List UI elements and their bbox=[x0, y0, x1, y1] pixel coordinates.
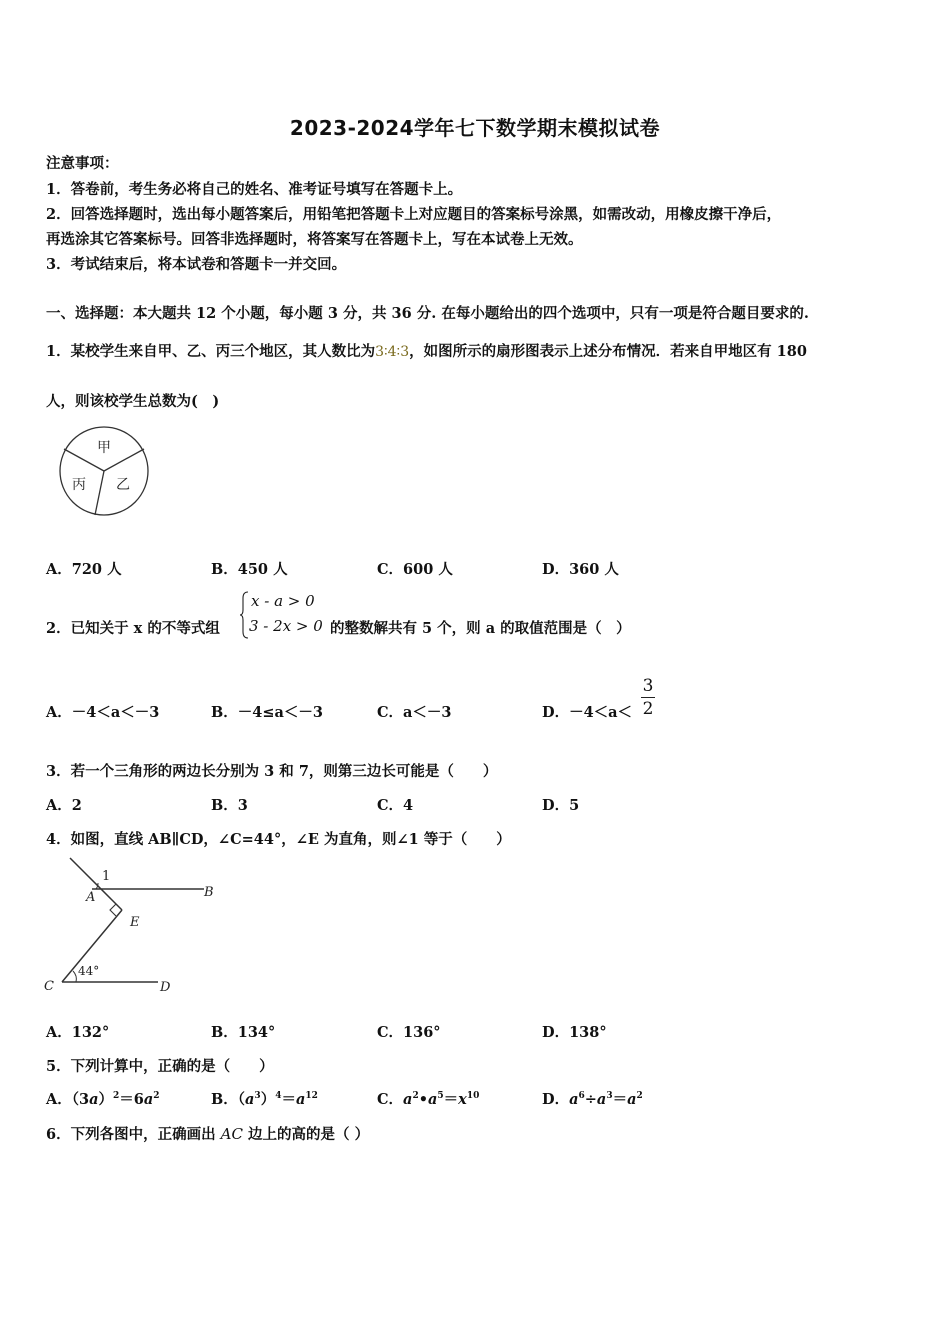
q1-ratio: 3∶4∶3 bbox=[375, 344, 410, 360]
inequality-2: 3 - 2x > 0 bbox=[249, 617, 323, 635]
notice-line-2b: 再选涂其它答案标号。回答非选择题时，将答案写在答题卡上，写在本试卷上无效。 bbox=[46, 231, 583, 248]
q1-text-a: 1．某校学生来自甲、乙、丙三个地区，其人数比为 bbox=[46, 343, 376, 360]
line-through-a bbox=[70, 858, 122, 910]
q1-option-b: B．450 人 bbox=[211, 561, 288, 578]
notice-line-2a: 2．回答选择题时，选出每小题答案后，用铅笔把答题卡上对应题目的答案标号涂黑，如需改动，用橡皮擦干净后， bbox=[46, 206, 782, 223]
q2-option-b: B．－4≤a＜－3 bbox=[211, 704, 323, 721]
angle-c-arc bbox=[73, 971, 76, 982]
label-44-degrees: 44° bbox=[78, 964, 100, 978]
question-4-text: 4．如图，直线 AB∥CD，∠C=44°，∠E 为直角，则∠1 等于（ ） bbox=[46, 831, 511, 848]
q5-option-a: A．$(3a)^2=6a^2$ bbox=[46, 1091, 160, 1108]
notice-heading: 注意事项： bbox=[46, 155, 119, 172]
pie-divider-3 bbox=[95, 471, 104, 515]
q4-option-d: D．138° bbox=[542, 1024, 607, 1041]
q6-text-a: 6．下列各图中，正确画出 bbox=[46, 1126, 216, 1143]
label-b: B bbox=[204, 885, 214, 900]
label-a: A bbox=[86, 890, 96, 905]
q4-option-c: C．136° bbox=[377, 1024, 441, 1041]
pie-label-bing: 丙 bbox=[72, 477, 86, 493]
question-5-text: 5．下列计算中，正确的是（ ） bbox=[46, 1058, 274, 1075]
q6-ac: AC bbox=[220, 1125, 243, 1143]
q1-option-c: C．600 人 bbox=[377, 561, 453, 578]
q3-option-a: A．2 bbox=[46, 797, 82, 814]
q5-option-d: D．$a^6\div a^3=a^2$ bbox=[542, 1091, 643, 1108]
fraction-bar bbox=[641, 697, 655, 698]
inequality-system bbox=[240, 590, 330, 640]
label-e: E bbox=[130, 915, 140, 930]
label-d: D bbox=[160, 980, 171, 995]
notice-line-3: 3．考试结束后，将本试卷和答题卡一并交回。 bbox=[46, 256, 347, 273]
page-title: 2023-2024学年七下数学期末模拟试卷 bbox=[289, 116, 661, 140]
question-6-text bbox=[46, 1123, 369, 1144]
q4-option-b: B．134° bbox=[211, 1024, 276, 1041]
question-2-text-b: 的整数解共有 5 个，则 a 的取值范围是（ ） bbox=[330, 620, 631, 637]
section-1-heading: 一、选择题：本大题共 12 个小题，每小题 3 分，共 36 分. 在每小题给出的四个选项中，只有一项是符合题目要求的. bbox=[46, 305, 809, 322]
pie-chart-figure bbox=[54, 424, 154, 518]
fraction-denominator: 2 bbox=[642, 699, 654, 719]
question-1-line-2: 人，则该校学生总数为( ) bbox=[46, 393, 220, 410]
q3-option-d: D．5 bbox=[542, 797, 580, 814]
q5-option-b: B．$(a^3)^4=a^{12}$ bbox=[211, 1091, 318, 1108]
parallel-lines-figure bbox=[40, 854, 230, 999]
right-angle-mark bbox=[110, 904, 116, 916]
q3-option-c: C．4 bbox=[377, 797, 414, 814]
q2-option-c: C．a＜－3 bbox=[377, 704, 452, 721]
q2-option-d: D．－4＜a＜ bbox=[542, 704, 633, 721]
q1-option-d: D．360 人 bbox=[542, 561, 619, 578]
pie-label-yi: 乙 bbox=[116, 477, 130, 493]
question-3-text: 3．若一个三角形的两边长分别为 3 和 7，则第三边长可能是（ ） bbox=[46, 763, 498, 780]
q3-option-b: B．3 bbox=[211, 797, 248, 814]
label-1: 1 bbox=[102, 869, 111, 884]
question-2-text-a: 2．已知关于 x 的不等式组 bbox=[46, 620, 220, 637]
q2-option-a: A．－4＜a＜－3 bbox=[46, 704, 160, 721]
question-1-line-1 bbox=[46, 340, 807, 361]
inequality-1: x - a > 0 bbox=[251, 592, 315, 610]
q1-option-a: A．720 人 bbox=[46, 561, 122, 578]
q4-option-a: A．132° bbox=[46, 1024, 110, 1041]
q5-option-c: C．$a^2•a^5=x^{10}$ bbox=[377, 1091, 480, 1108]
q6-text-b: 边上的高的是（ ） bbox=[248, 1126, 370, 1143]
fraction-numerator: 3 bbox=[642, 676, 654, 696]
label-c: C bbox=[44, 979, 54, 994]
notice-line-1: 1．答卷前，考生务必将自己的姓名、准考证号填写在答题卡上。 bbox=[46, 181, 463, 198]
pie-label-jia: 甲 bbox=[97, 440, 111, 456]
fraction-three-halves bbox=[640, 676, 656, 720]
q1-text-b: ，如图所示的扇形图表示上述分布情况．若来自甲地区有 180 bbox=[409, 343, 807, 360]
